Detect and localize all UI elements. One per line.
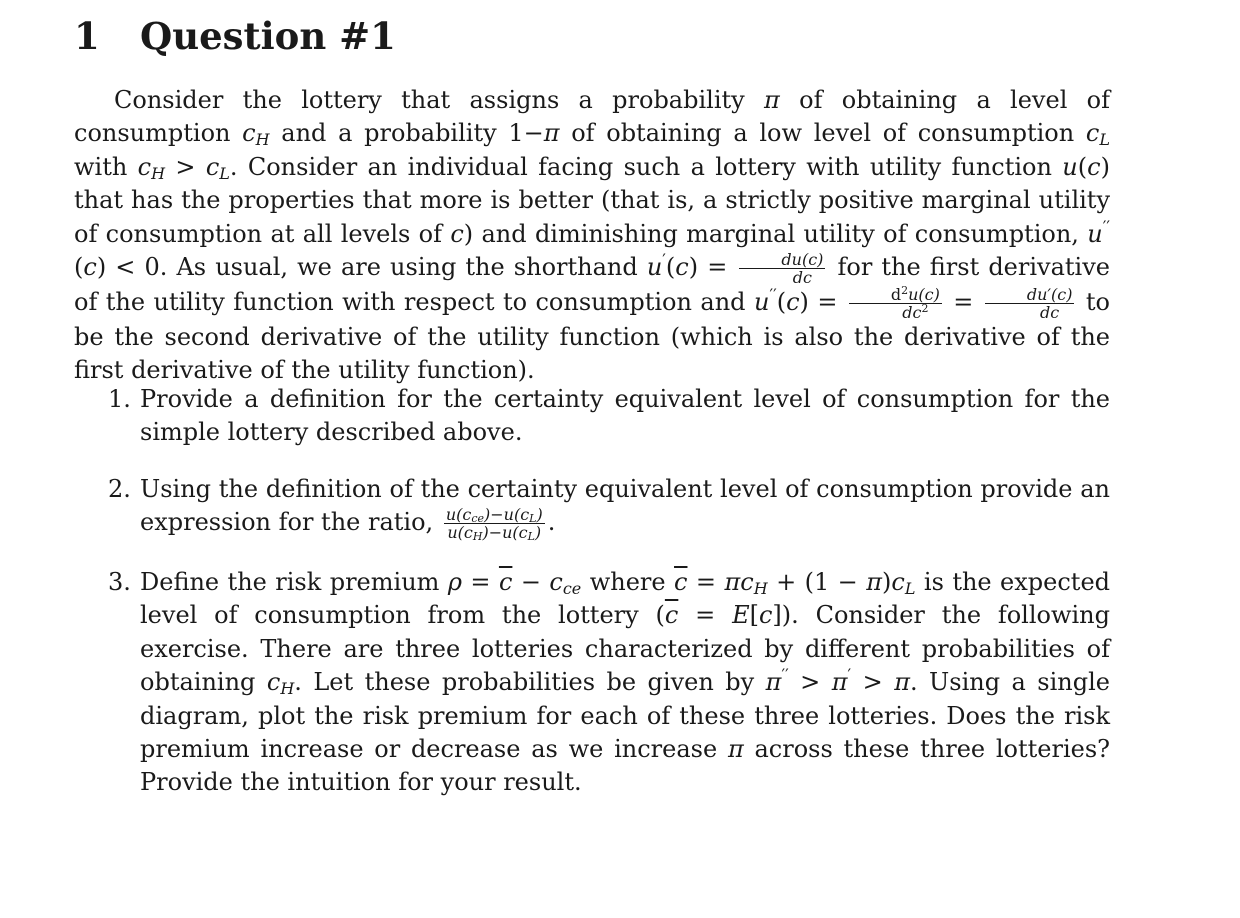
question-item-1 (74, 383, 1110, 450)
ratio-fraction: $\frac{u(c_{ce})-u(c_L)}{u(c_H)-u(c_L)}$ (445, 505, 543, 544)
item-label: 2. (108, 475, 131, 503)
section-number: 1 (74, 14, 100, 58)
d2u-dc2-fraction: $\frac{d^2u(c)}{dc^2}$ (849, 286, 942, 321)
item-label: 3. (108, 568, 131, 596)
item-label: 1. (108, 385, 131, 413)
item-text: Define the risk premium $\rho = \overline{c} - c_{ce}$ where $\overline{c} = \pi c_H + (1 - \pi)c_L$ is the expected level of consumption from the lottery $(\overline{c} = E[c])$. Consider the following exercise. There are three lotteries characterized by different probabilities of obtaining $c_H$. Let these probabilities be given by π′′ > π′ > π. Using a single diagram, plot the risk premium for each of these three lotteries. Does the risk premium increase or decrease as we increase π across these three lotteries? Provide the intuition for your result. (140, 568, 1111, 797)
item-text: Using the definition of the certainty equivalent level of consumption provide an expression for the ratio, $\frac{u(c_{ce})-u(c_L)}{u(c_H)-u(c_L)}$ . (140, 475, 1110, 544)
question-item-3 (74, 566, 1110, 800)
question-item-2 (74, 473, 1110, 544)
du-prime-dc-fraction: $\frac{du'(c)}{dc}$ (985, 286, 1075, 321)
section-title: Question #1 (140, 14, 396, 58)
du-dc-fraction: $\frac{du(c)}{dc}$ (739, 251, 825, 286)
intro-paragraph: Consider the lottery that assigns a probability π of obtaining a level of consumption $c_H$ and a probability 1−π of obtaining a low level of consumption $c_L$ with $c_H > c_L$. Consider an individual facing such a lottery with utility function u(c) that has the properties that more is better (that is, a strictly positive marginal utility of consumption at all levels of c) and diminishing marginal utility of consumption, u′′(c) < 0. As usual, we are using the shorthand u′(c) = $\frac{du(c)}{dc}$ for the first derivative of the utility function with respect to consumption and u′′(c) = $\frac{d^2u(c)}{dc^2}$ = $\frac{du'(c)}{dc}$ to be the second derivative of the utility function (which is also the derivative of the first derivative of the utility function). (74, 86, 1111, 385)
item-text: Provide a definition for the certainty equivalent level of consumption for the simple lottery described above. (140, 385, 1110, 447)
section-heading (74, 10, 396, 62)
